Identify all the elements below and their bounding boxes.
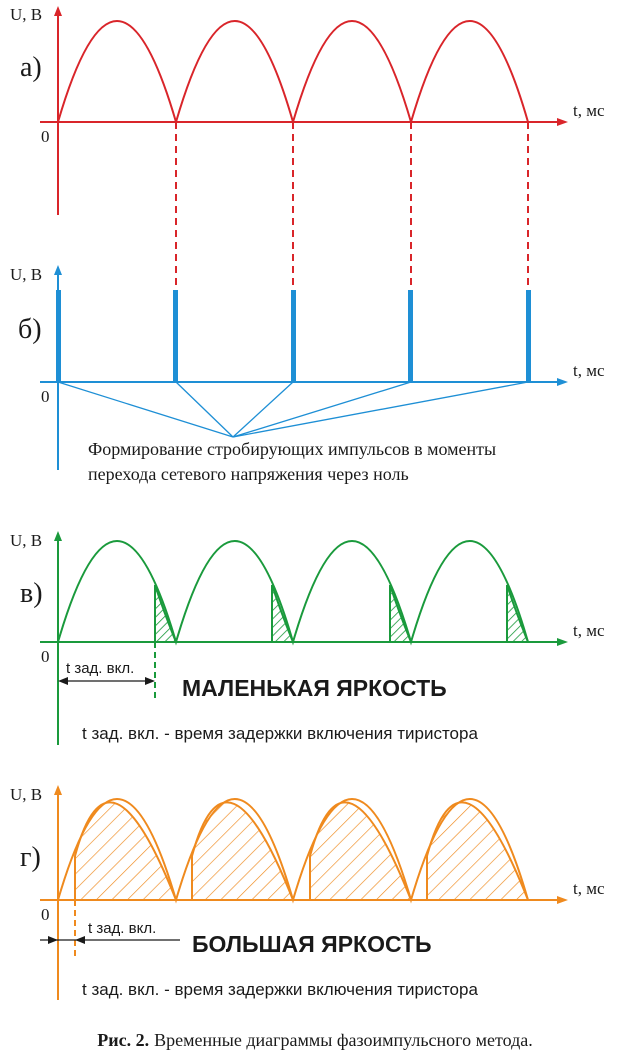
arrowhead bbox=[75, 936, 85, 944]
panel-b-letter: б) bbox=[18, 314, 42, 345]
strobe-pulse bbox=[173, 290, 178, 382]
panel-a-letter: а) bbox=[20, 52, 42, 83]
panel-d-title: БОЛЬШАЯ ЯРКОСТЬ bbox=[192, 931, 432, 957]
panel-c-origin-label: 0 bbox=[41, 647, 50, 666]
strobe-pulse bbox=[408, 290, 413, 382]
panel-a bbox=[10, 5, 605, 290]
arrowhead bbox=[48, 936, 58, 944]
panel-b bbox=[10, 265, 605, 484]
panel-c-x-arrow bbox=[557, 638, 568, 646]
arrowhead bbox=[58, 677, 68, 685]
panel-d-letter: г) bbox=[20, 842, 41, 873]
panel-d-y-arrow bbox=[54, 785, 62, 795]
figure-caption-text: Временные диаграммы фазоимпульсного метода. bbox=[154, 1030, 533, 1050]
panel-d-origin-label: 0 bbox=[41, 905, 50, 924]
panel-d-delay-label: t зад. вкл. bbox=[88, 920, 157, 937]
panel-a-y-axis-label: U, В bbox=[10, 5, 43, 24]
arrowhead bbox=[145, 677, 155, 685]
panel-c bbox=[10, 531, 605, 745]
panel-d-y-axis-label: U, В bbox=[10, 785, 43, 804]
zero-crossing-dashed-lines bbox=[176, 122, 528, 290]
panel-a-origin-label: 0 bbox=[41, 127, 50, 146]
panel-d-x-arrow bbox=[557, 896, 568, 904]
conduction-segment bbox=[427, 802, 528, 900]
panel-b-x-axis-label: t, мс bbox=[573, 361, 605, 380]
panel-d-x-axis-label: t, мс bbox=[573, 879, 605, 898]
panel-b-x-arrow bbox=[557, 378, 568, 386]
panel-a-x-axis-label: t, мс bbox=[573, 101, 605, 120]
panel-c-note: t зад. вкл. - время задержки включения тиристора bbox=[82, 724, 478, 743]
strobe-pulses bbox=[56, 290, 531, 382]
strobe-pulse bbox=[56, 290, 61, 382]
figure-caption bbox=[97, 1030, 533, 1050]
panel-d-note: t зад. вкл. - время задержки включения тиристора bbox=[82, 980, 478, 999]
panel-c-y-axis-label: U, В bbox=[10, 531, 43, 550]
panel-c-letter: в) bbox=[20, 578, 43, 609]
pointer-lines bbox=[58, 382, 528, 437]
figure-caption-label: Рис. 2. bbox=[97, 1030, 150, 1050]
conduction-segment bbox=[310, 802, 411, 900]
panel-c-x-axis-label: t, мс bbox=[573, 621, 605, 640]
panel-b-y-axis-label: U, В bbox=[10, 265, 43, 284]
conduction-segments bbox=[155, 585, 528, 642]
panel-b-caption-line2: перехода сетевого напряжения через ноль bbox=[88, 464, 409, 484]
panel-a-rectified-wave bbox=[58, 21, 528, 122]
panel-c-y-arrow bbox=[54, 531, 62, 541]
panel-b-origin-label: 0 bbox=[41, 387, 50, 406]
panel-b-y-arrow bbox=[54, 265, 62, 275]
panel-d bbox=[10, 785, 605, 1000]
panel-a-y-arrow bbox=[54, 6, 62, 16]
strobe-pulse bbox=[526, 290, 531, 382]
conduction-segment bbox=[75, 802, 176, 900]
panel-a-x-arrow bbox=[557, 118, 568, 126]
strobe-pulse bbox=[291, 290, 296, 382]
panel-b-caption-line1: Формирование стробирующих импульсов в моменты bbox=[88, 439, 497, 459]
panel-c-delay-label: t зад. вкл. bbox=[66, 660, 135, 677]
panel-c-rectified-wave bbox=[58, 541, 528, 642]
conduction-segment bbox=[192, 802, 293, 900]
panel-c-title: МАЛЕНЬКАЯ ЯРКОСТЬ bbox=[182, 675, 447, 701]
